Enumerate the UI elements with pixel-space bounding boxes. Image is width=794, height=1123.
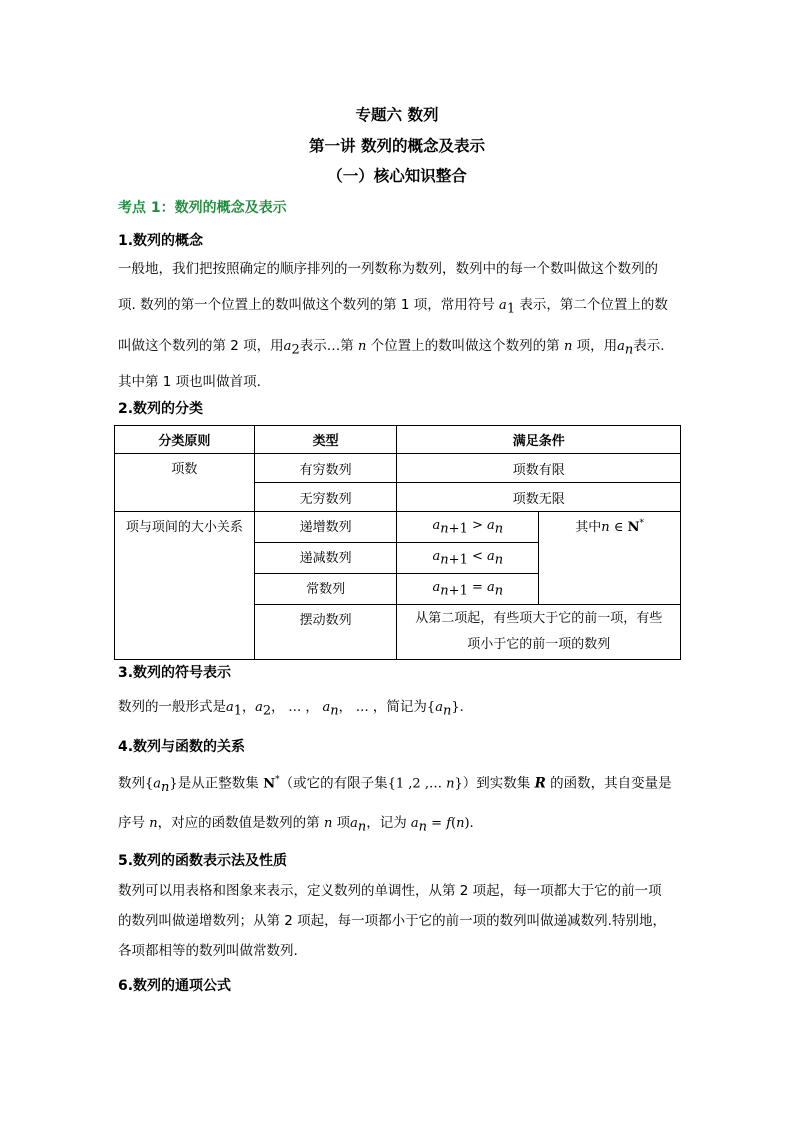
cond-swinging: 从第二项起，有些项大于它的前一项，有些 项小于它的前一项的数列 xyxy=(397,605,681,660)
section-3-heading: 3.数列的符号表示 xyxy=(118,665,232,681)
header-principle: 分类原则 xyxy=(115,426,255,454)
type-finite: 有穷数列 xyxy=(254,454,397,483)
type-constant: 常数列 xyxy=(254,574,397,605)
classification-table xyxy=(114,425,681,660)
cond-infinite: 项数无限 xyxy=(397,483,681,512)
table-row xyxy=(115,454,681,483)
section-1-line-4: 其中第 1 项也叫做首项. xyxy=(118,374,261,390)
cond-decreasing: $a_{n+1} < a_n$ xyxy=(397,543,539,574)
type-increasing: 递增数列 xyxy=(254,512,397,543)
group-size-relation: 项与项间的大小关系 xyxy=(115,512,255,660)
cond-constant: $a_{n+1} = a_n$ xyxy=(397,574,539,605)
section-5-line-3: 各项都相等的数列叫做常数列. xyxy=(118,943,298,959)
section-3-line: 数列的一般形式是$a_1$，$a_2$， … ， $a_n$， … ，简记为$\{a_n\}$. xyxy=(118,699,464,719)
section-4-line-2: 序号 n，对应的函数值是数列的第 n 项$a_n$，记为 $a_n = f(n)$. xyxy=(118,815,474,835)
section-1-line-2: 项. 数列的第一个位置上的数叫做这个数列的第 1 项，常用符号 $a_1$ 表示，第二个位置上的数 xyxy=(118,297,668,317)
topic-title: 专题六 数列 xyxy=(355,106,439,124)
section-5-line-2: 的数列叫做递增数列；从第 2 项起，每一项都小于它的前一项的数列叫做递减数列.特别地， xyxy=(118,913,666,929)
type-swinging: 摆动数列 xyxy=(254,605,397,660)
section-5-line-1: 数列可以用表格和图象来表示，定义数列的单调性，从第 2 项起，每一项都大于它的前一项 xyxy=(118,883,662,899)
cond-finite: 项数有限 xyxy=(397,454,681,483)
section-1-line-1: 一般地，我们把按照确定的顺序排列的一列数称为数列，数列中的每一个数叫做这个数列的 xyxy=(118,261,658,277)
cond-where-n: 其中n ∈ N* xyxy=(539,512,681,605)
header-condition: 满足条件 xyxy=(397,426,681,454)
header-type: 类型 xyxy=(254,426,397,454)
section-1-heading: 1.数列的概念 xyxy=(118,233,204,249)
kaodian-heading: 考点 1：数列的概念及表示 xyxy=(118,200,287,216)
part-title: （一）核心知识整合 xyxy=(327,167,467,185)
section-6-heading: 6.数列的通项公式 xyxy=(118,978,232,994)
lecture-title: 第一讲 数列的概念及表示 xyxy=(309,137,485,155)
table-header-row xyxy=(115,426,681,454)
section-5-heading: 5.数列的函数表示法及性质 xyxy=(118,853,288,869)
cond-increasing: $a_{n+1} > a_n$ xyxy=(397,512,539,543)
group-count: 项数 xyxy=(115,454,255,512)
type-infinite: 无穷数列 xyxy=(254,483,397,512)
section-4-heading: 4.数列与函数的关系 xyxy=(118,739,246,755)
section-1-line-3: 叫做这个数列的第 2 项，用$a_2$表示…第 n 个位置上的数叫做这个数列的第 n 项，用$a_n$表示. xyxy=(118,338,665,358)
table-row xyxy=(115,512,681,543)
type-decreasing: 递减数列 xyxy=(254,543,397,574)
section-2-heading: 2.数列的分类 xyxy=(118,401,204,417)
section-4-line-1: 数列$\{a_n\}$是从正整数集 N*（或它的有限子集{1 ,2 ,… n}）到实数集 R 的函数，其自变量是 xyxy=(118,775,672,796)
